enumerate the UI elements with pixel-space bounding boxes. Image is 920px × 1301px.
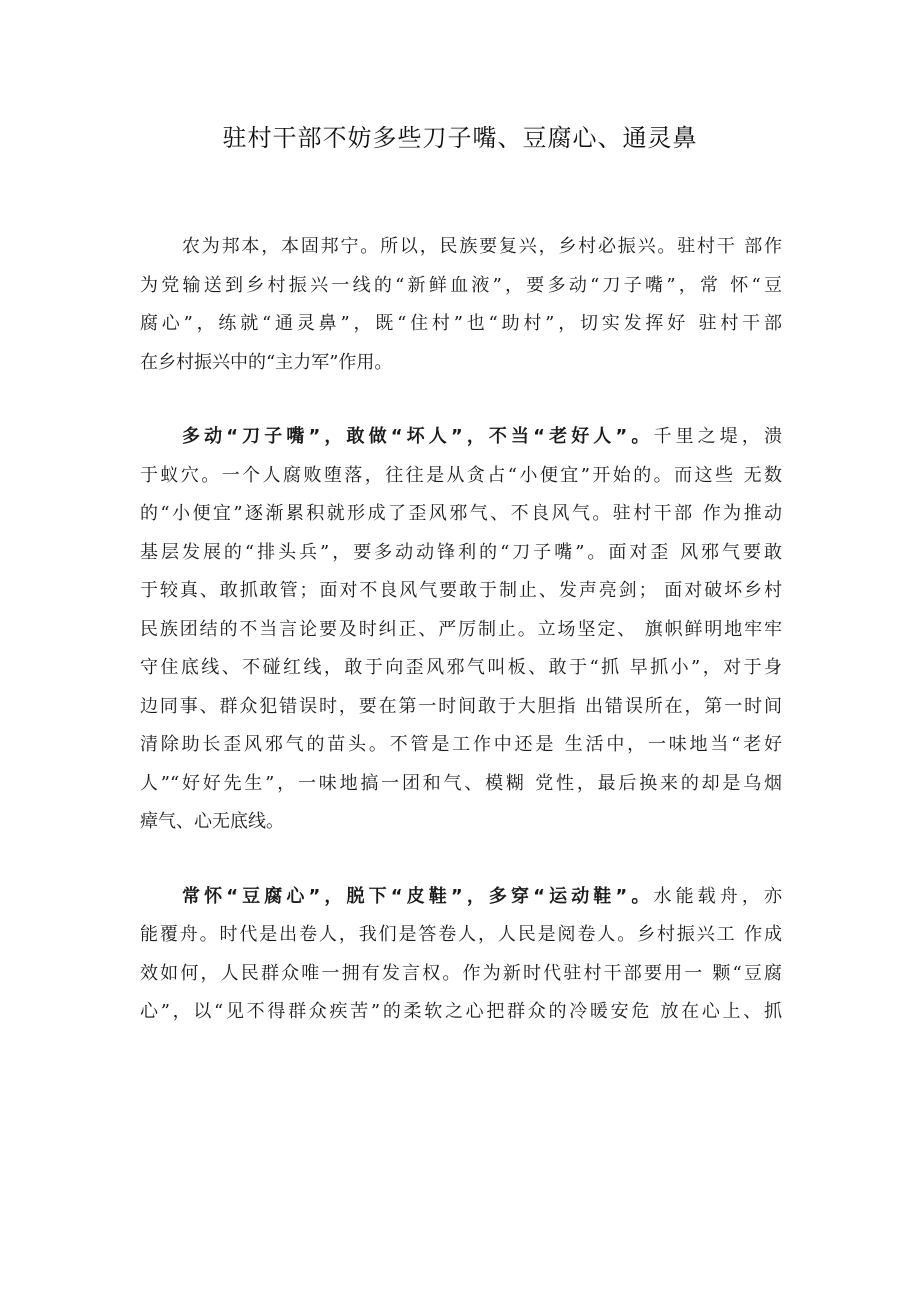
text-line [140,878,782,917]
text-line: 的“小便宜”逐渐累积就形成了歪风邪气、不良风气。驻村干部 作为推动 [140,503,782,524]
text-line: 人”“好好先生”，一味地搞一团和气、模糊 党性，最后换来的却是乌烟 [140,772,782,794]
text-line: 在乡村振兴中的“主力军”作用。 [140,351,393,373]
text-line: 边同事、群众犯错误时，要在第一时间敢于大胆指 出错误所在，第一时间 [140,695,782,717]
document-body [140,228,782,1032]
text-line: 农为邦本，本固邦宁。所以，民族要复兴，乡村必振兴。驻村干 部作 [182,236,782,257]
text-line [140,418,782,457]
paragraph-tofu-heart [140,878,782,1032]
paragraph-knife-mouth [140,418,782,842]
paragraph-spacer [140,842,782,878]
text-line: 基层发展的“排头兵”，要多动动锋利的“刀子嘴”。面对歪 风邪气要敢 [140,541,782,563]
text-line: 心”，以“见不得群众疾苦”的柔软之心把群众的冷暖安危 放在心上、抓 [140,1001,782,1022]
text-line: 能覆舟。时代是出卷人，我们是答卷人，人民是阅卷人。乡村振兴工 作成 [140,924,782,945]
text-line: 于蚁穴。一个人腐败堕落，往往是从贪占“小便宜”开始的。而这些 无数 [140,464,782,486]
text-line: 守住底线、不碰红线，敢于向歪风邪气叫板、敢于“抓 早抓小”，对于身 [140,657,782,678]
paragraph-spacer [140,382,782,418]
text-line: 瘴气、心无底线。 [140,811,284,832]
section-heading: 常怀“豆腐心”，脱下“皮鞋”，多穿“运动鞋”。 [182,885,654,907]
text-run: 水能载舟，亦 [653,885,782,907]
text-line: 于较真、敢抓敢管；面对不良风气要敢于制止、发声亮剑； 面对破坏乡村 [140,580,782,601]
document-title: 驻村干部不妨多些刀子嘴、豆腐心、通灵鼻 [222,124,698,152]
text-line: 清除助长歪风邪气的苗头。不管是工作中还是 生活中，一味地当“老好 [140,734,782,755]
section-heading: 多动“刀子嘴”，敢做“坏人”，不当“老好人”。 [182,426,654,447]
text-line: 腐心”，练就“通灵鼻”，既“住村”也“助村”，切实发挥好 驻村干部 [140,313,782,334]
text-line: 为党输送到乡村振兴一线的“新鲜血液”，要多动“刀子嘴”，常 怀“豆 [140,274,782,296]
text-run: 千里之堤，溃 [653,426,782,447]
text-line: 效如何，人民群众唯一拥有发言权。作为新时代驻村干部要用一 颗“豆腐 [140,962,782,984]
text-line: 民族团结的不当言论要及时纠正、严厉制止。立场坚定、 旗帜鲜明地牢牢 [140,618,782,640]
paragraph-intro [140,228,782,382]
